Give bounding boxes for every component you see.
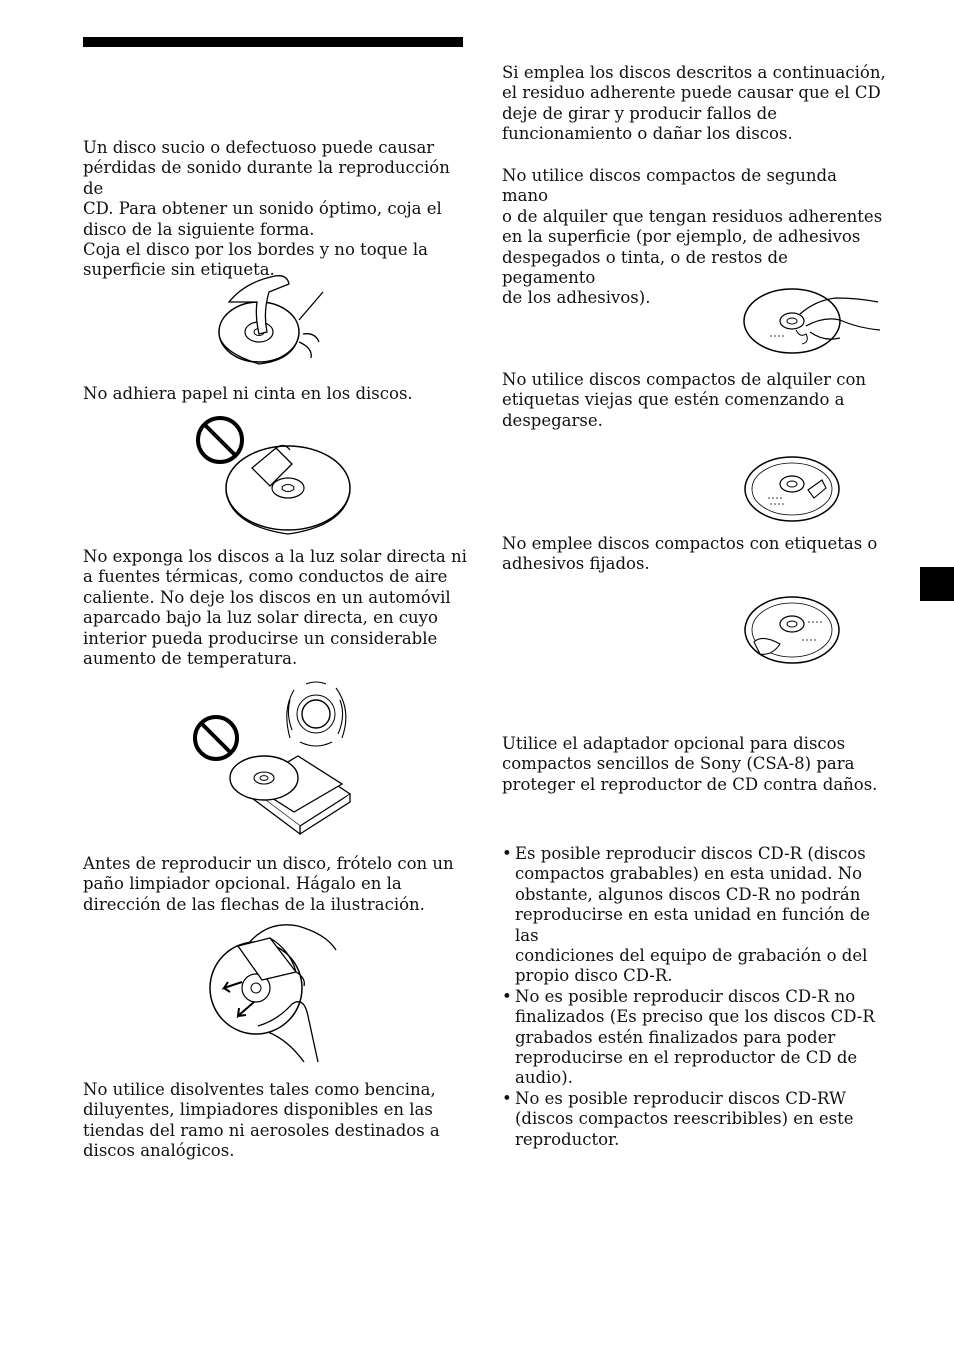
list-item: • Es posible reproducir discos CD-R (discos compactos grabables) en esta unidad. No obstante, algunos discos CD-R no podrán reproducirse en esta unidad en función de las condiciones del equipo de grabación o del propio disco CD-R. bbox=[502, 844, 886, 987]
hand-holding-disc-icon bbox=[215, 272, 335, 368]
cleaning-paragraph: Antes de reproducir un disco, frótelo con un paño limpiador opcional. Hágalo en la dirección de las flechas de la ilustración. bbox=[83, 854, 454, 914]
adapter-paragraph: Utilice el adaptador opcional para discos compactos sencillos de Sony (CSA-8) para proteger el reproductor de CD contra daños. bbox=[502, 734, 878, 794]
second-hand-discs-paragraph: No utilice discos compactos de segunda mano o de alquiler que tengan residuos adherentes en la superficie (por ejemplo, de adhesivos despegados o tinta, o de restos de pegamento de los adhesivos). bbox=[502, 166, 883, 308]
no-paper-paragraph: No adhiera papel ni cinta en los discos. bbox=[83, 384, 413, 403]
sticker-disc-icon bbox=[742, 594, 842, 666]
adhesive-intro-paragraph: Si emplea los discos descritos a continuación, el residuo adherente puede causar que el CD deje de girar y producir fallos de funcionamiento o dañar los discos. bbox=[502, 63, 886, 144]
section-header-rule bbox=[83, 37, 463, 47]
wipe-disc-icon bbox=[208, 920, 344, 1068]
section-thumb-tab bbox=[920, 567, 954, 601]
labels-attached-paragraph: No emplee discos compactos con etiquetas o adhesivos fijados. bbox=[502, 534, 878, 574]
list-item: • No es posible reproducir discos CD-RW (discos compactos reescribibles) en este reproductor. bbox=[502, 1089, 886, 1150]
list-item: • No es posible reproducir discos CD-R no finalizados (Es preciso que los discos CD-R grabados estén finalizados para poder reproducirse en el reproductor de CD de audio). bbox=[502, 987, 886, 1089]
adhesive-residue-disc-icon bbox=[740, 286, 882, 356]
no-sunlight-heat-icon bbox=[190, 680, 360, 838]
sunlight-paragraph: No exponga los discos a la luz solar directa ni a fuentes térmicas, como conductos de aire caliente. No deje los discos en un automóvil aparcado bajo la luz solar directa, en cuyo interior pueda producirse un considerable aumento de temperatura. bbox=[83, 547, 467, 669]
old-labels-paragraph: No utilice discos compactos de alquiler con etiquetas viejas que estén comenzando a despegarse. bbox=[502, 370, 867, 430]
solvent-paragraph: No utilice disolventes tales como bencina, diluyentes, limpiadores disponibles en las tiendas del ramo ni aerosoles destinados a discos analógicos. bbox=[83, 1080, 440, 1161]
cdr-notes-list bbox=[502, 844, 886, 1150]
no-tape-on-disc-icon bbox=[192, 414, 354, 538]
handling-paragraph: Un disco sucio o defectuoso puede causar pérdidas de sonido durante la reproducción de CD. Para obtener un sonido óptimo, coja el disco de la siguiente forma. Coja el disco por los bordes y no toque la superficie sin etiqueta. bbox=[83, 138, 450, 280]
peeling-label-disc-icon bbox=[742, 454, 842, 524]
